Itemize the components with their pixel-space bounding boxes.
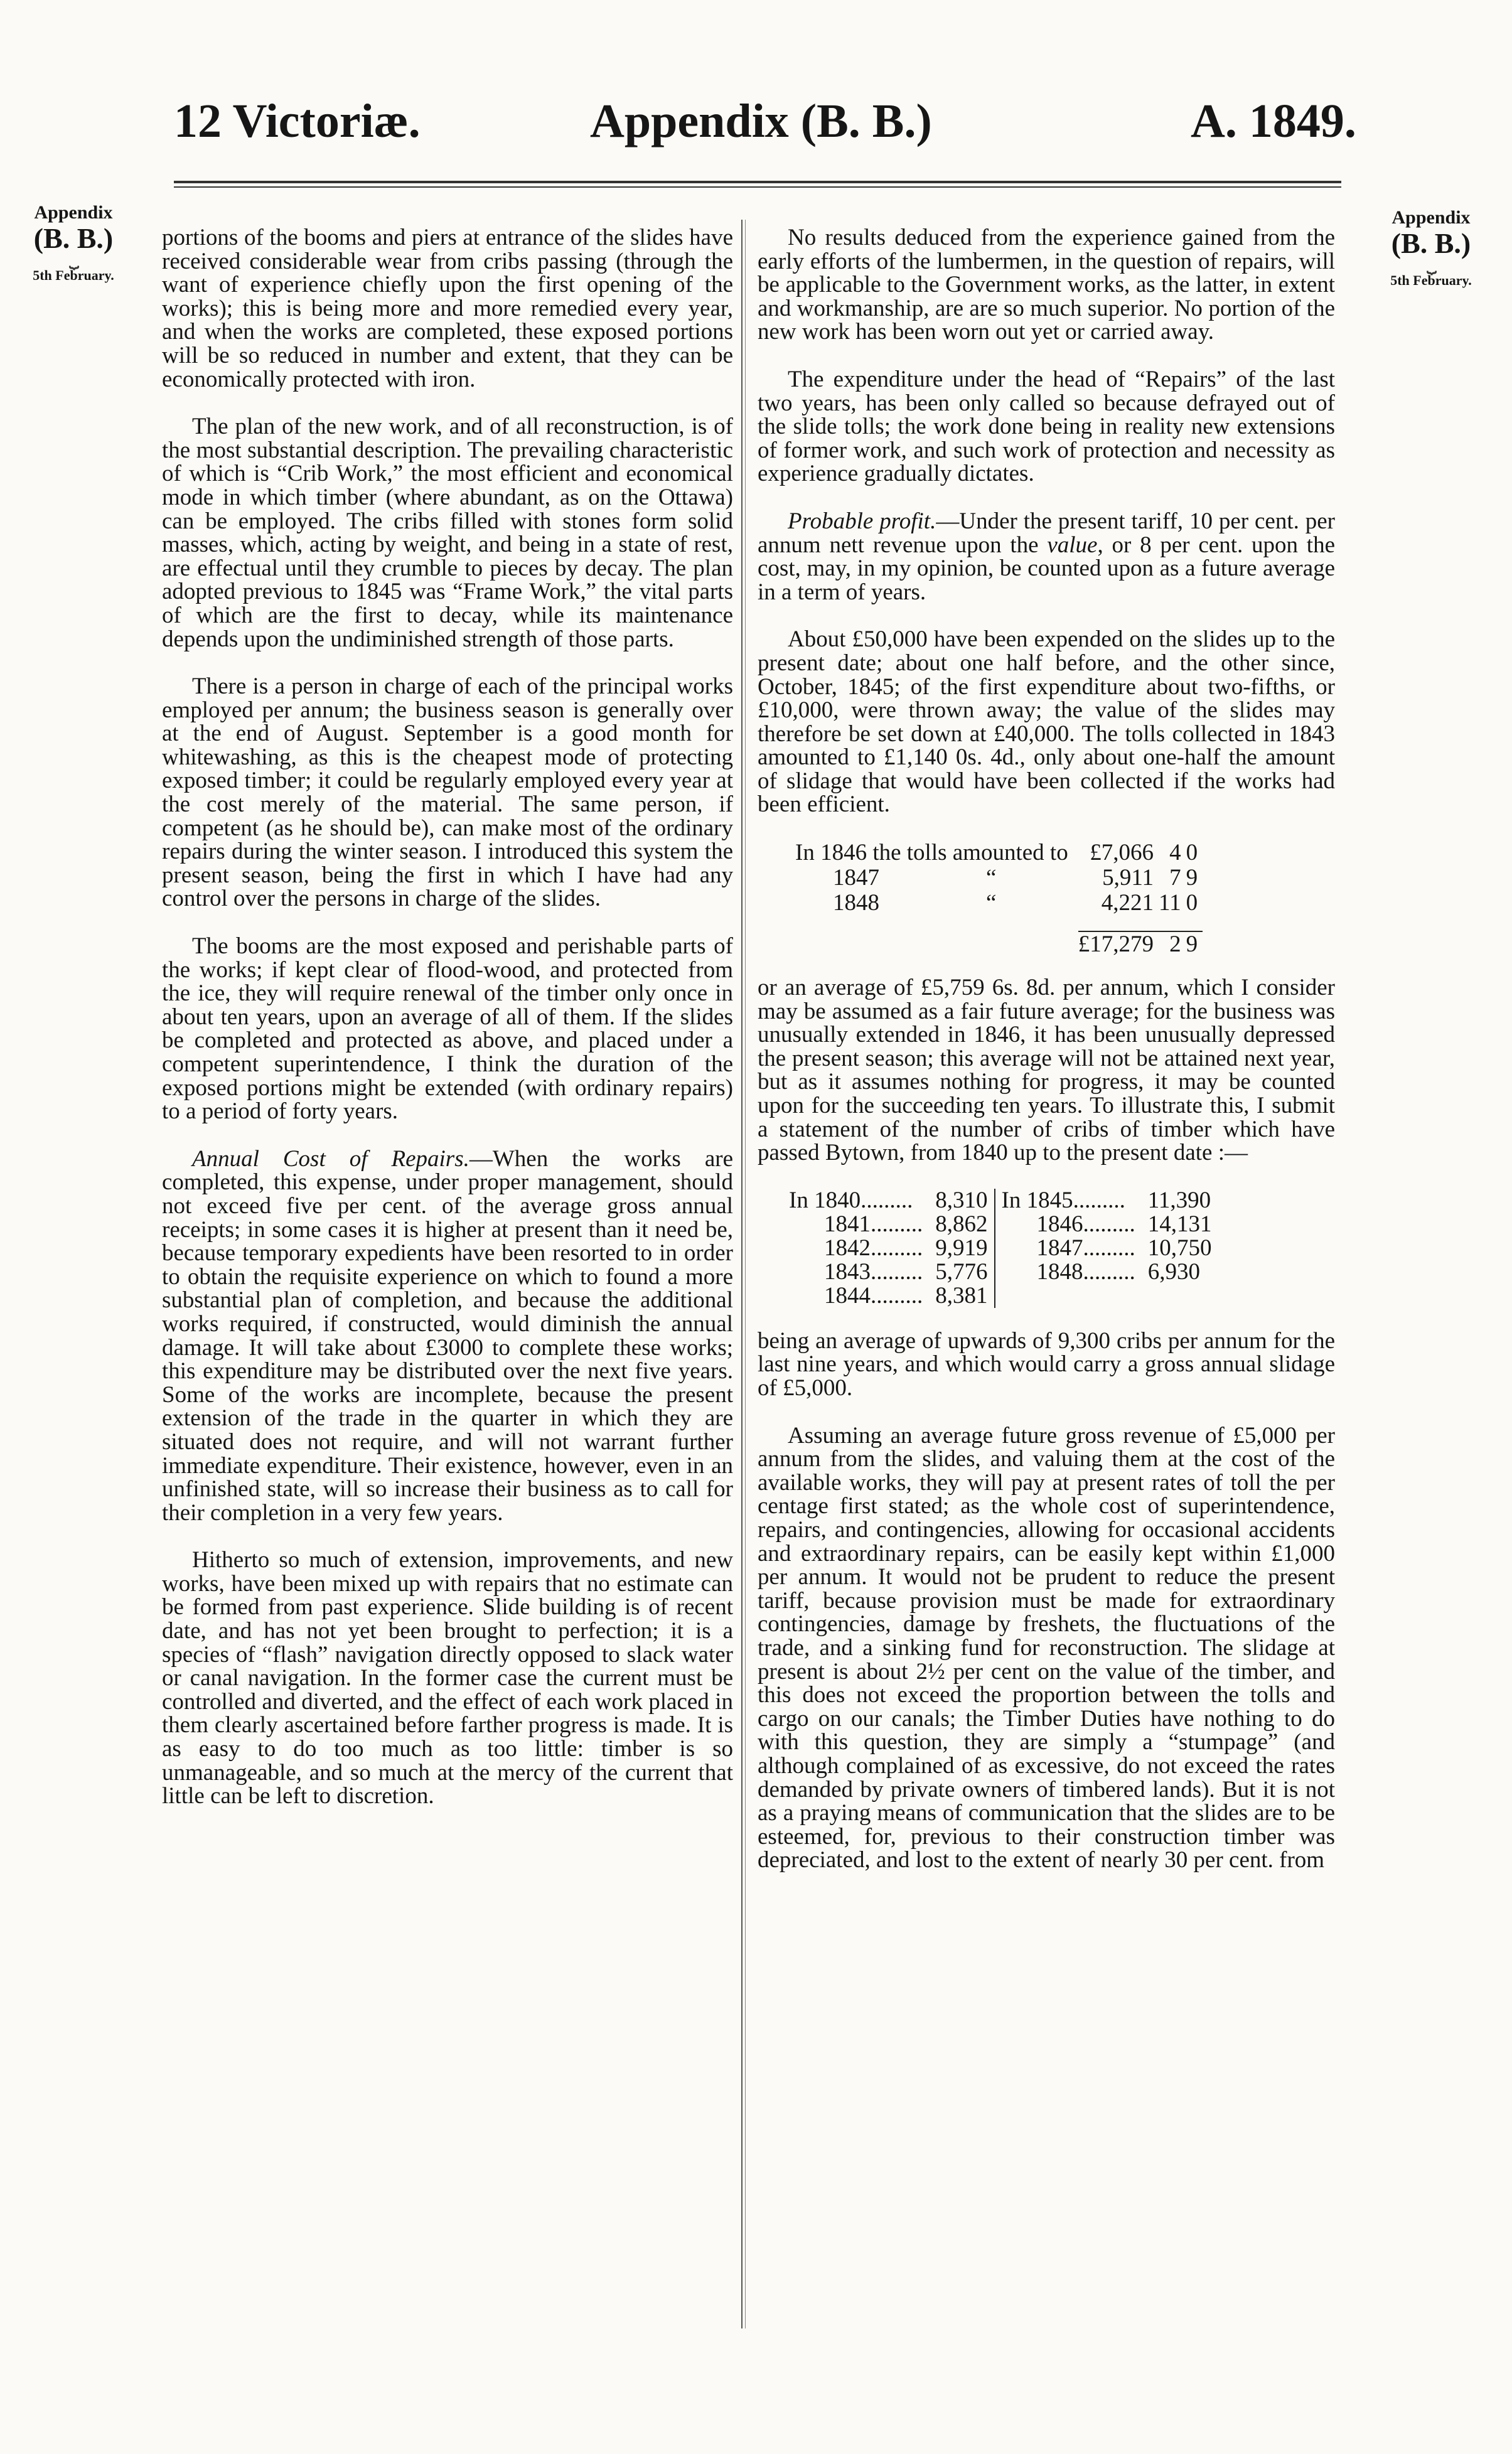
tolls-year: 1848 bbox=[833, 890, 879, 916]
side-heading: Probable profit. bbox=[788, 508, 936, 534]
paragraph: portions of the booms and piers at entrance of the slides have received considerable wear from cribs passing (through the want of experience chiefly upon the first opening of the works); this is being more and more remedied every year, and when the works are completed, these exposed portions will be so reduced in number and extent, that they can be economically protected with iron. bbox=[162, 225, 733, 392]
table-row bbox=[783, 1284, 1218, 1308]
tolls-total-pence: 9 bbox=[1186, 931, 1203, 957]
tolls-pence: 9 bbox=[1186, 865, 1198, 891]
brace-glyph: ⏟ bbox=[69, 250, 78, 269]
table-row bbox=[795, 840, 1203, 865]
emphasis: value bbox=[1047, 532, 1098, 558]
table-row bbox=[783, 1260, 1218, 1284]
paragraph-probable-profit bbox=[758, 510, 1335, 604]
paragraph: The booms are the most exposed and perishable parts of the works; if kept clear of flood-wood, and protected from the ice, they will require renewal of the timber only once in about ten years, upon an average of all of them. If the slides be completed and protected as above, and placed under a competent superintendence, I think the duration of the exposed portions might be extended (with ordinary repairs) to a period of forty years. bbox=[162, 933, 733, 1125]
tolls-pounds: 5,911 bbox=[1102, 865, 1154, 891]
table-row bbox=[795, 891, 1203, 916]
cribs-count: 8,310 bbox=[929, 1189, 994, 1213]
column-divider-inner bbox=[745, 220, 746, 2328]
tolls-shillings: 11 bbox=[1158, 890, 1181, 916]
table-row bbox=[795, 865, 1203, 891]
margin-date: 5th February. bbox=[1390, 272, 1472, 289]
cribs-empty bbox=[1142, 1284, 1218, 1308]
cribs-year: 1843......... bbox=[824, 1258, 923, 1285]
margin-note-left bbox=[8, 202, 139, 283]
cribs-count: 10,750 bbox=[1147, 1235, 1212, 1261]
cribs-year: 1847......... bbox=[1036, 1235, 1135, 1261]
paragraph: Hitherto so much of extension, improvements, and new works, have been mixed up with repairs that no estimate can be formed from past experience. Slide building is of recent date, and has not yet been brought to perfection; it is a species of “flash” navigation directly opposed to slack water or canal navigation. In the former case the current must be controlled and diverted, and the effect of each work placed in them clearly ascertained before farther progress is made. It is as easy to do too much as too little: timber is so unmanageable, and so much at the mercy of the current that little can be left to discretion. bbox=[162, 1547, 733, 1809]
tolls-ditto bbox=[1073, 840, 1078, 865]
tolls-label bbox=[795, 865, 1073, 891]
paragraph: The expenditure under the head of “Repairs” of the last two years, has been only called so because defrayed out of the slide tolls; the work done being in reality new extensions of former work, and such work of protection and necessity as experience gradually dictates. bbox=[758, 366, 1335, 487]
margin-date: 5th February. bbox=[33, 267, 114, 284]
cribs-count: 14,131 bbox=[1147, 1211, 1212, 1237]
table-row bbox=[783, 1236, 1218, 1260]
paragraph-text: —When the works are completed, this expense, under proper management, should not exceed five per cent. of the average gross annual receipts; in some cases it is higher at present than it need be, because temporary expedients have been resorted to in order to obtain the requisite experience on which to found a more substantial plan of completion, and because the additional works required, if constructed, would diminish the annual damage. It will take about £3000 to complete these works; this expenditure may be distributed over the next five years. Some of the works are incomplete, because the present extension of the trade in the quarter in which they are situated does not require, and will not warrant further immediate expenditure. Their existence, however, even in an unfinished state, will so increase their business as to call for their completion in a very few years. bbox=[162, 1145, 733, 1526]
tolls-spacer bbox=[1073, 931, 1078, 957]
tolls-shillings: 4 bbox=[1169, 840, 1181, 866]
paragraph: The plan of the new work, and of all reconstruction, is of the most substantial description. The prevailing characteristic of which is “Crib Work,” the most efficient and economical mode in which timber (where abundant, as on the Ottawa) can be employed. The cribs filled with stones form solid masses, which, acting by weight, and being in a state of rest, are effectual until they crumble to pieces by decay. The plan adopted previous to 1845 was “Frame Work,” the vital parts of which are the first to decay, while its maintenance depends upon the undiminished strength of those parts. bbox=[162, 414, 733, 652]
cribs-count: 8,862 bbox=[929, 1213, 994, 1236]
paragraph: being an average of upwards of 9,300 cribs per annum for the last nine years, and which would carry a gross annual slidage of £5,000. bbox=[758, 1327, 1335, 1401]
cribs-count: 11,390 bbox=[1147, 1187, 1211, 1213]
running-header-right: A. 1849. bbox=[1191, 95, 1356, 147]
right-column bbox=[758, 226, 1335, 1896]
cribs-count: 8,381 bbox=[929, 1284, 994, 1308]
table-row bbox=[783, 1213, 1218, 1236]
tolls-spacer bbox=[1073, 865, 1078, 891]
tolls-total-pounds: £17,279 bbox=[1078, 931, 1159, 957]
paragraph: Assuming an average future gross revenue of £5,000 per annum from the slides, and valuing them at the cost of the available works, they will pay at present rates of toll the per centage first stated; as the whole cost of superintendence, repairs, and contingencies, allowing for occasional accidents and extraordinary repairs, can be easily kept within £1,000 per annum. It would not be prudent to reduce the present tariff, because provision must be made for extraordinary contingencies, damage by freshets, the fluctuations of the trade, and a sinking fund for reconstruction. The slidage at present is about 2½ per cent on the value of the timber, and this does not exceed the proportion between the tolls and cargo on our canals; the Timber Duties have nothing to do with this question, they are simply a “stumpage” (and although complained of as excessive, do not exceed the rates demanded by private owners of timbered lands). But it is not as a praying means of communication that the slides are to be esteemed, for, previous to their construction timber was depreciated, and lost to the extent of nearly 30 per cent. from bbox=[758, 1422, 1335, 1873]
tolls-label: In 1846 the tolls amounted to bbox=[795, 840, 1068, 866]
header-rule-bottom bbox=[174, 186, 1341, 188]
margin-label: Appendix bbox=[34, 202, 113, 223]
paragraph: About £50,000 have been expended on the slides up to the present date; about one half before, and the other since, October, 1845; of the first expenditure about two-fifths, or £10,000, were thrown away; the value of the slides may therefore be set down at £40,000. The tolls collected in 1843 amounted to £1,140 0s. 4d., only about one-half the amount of slidage that would have been collected if the works had been efficient. bbox=[758, 626, 1335, 818]
tolls-label bbox=[795, 891, 1073, 916]
paragraph: No results deduced from the experience gained from the early efforts of the lumbermen, in the question of repairs, will be applicable to the Government works, as the latter, in extent and workmanship, are are so much superior. No portion of the new work has been worn out yet or carried away. bbox=[758, 225, 1335, 345]
margin-code: (B. B.) bbox=[33, 222, 114, 254]
tolls-shillings: 7 bbox=[1169, 865, 1181, 891]
side-heading: Annual Cost of Repairs. bbox=[192, 1145, 469, 1172]
tolls-total-shillings: 2 bbox=[1159, 931, 1186, 957]
tolls-table bbox=[795, 840, 1203, 957]
tolls-pence: 0 bbox=[1186, 840, 1198, 866]
tolls-ditto: “ bbox=[986, 865, 997, 891]
tolls-pence: 0 bbox=[1186, 890, 1198, 916]
left-column bbox=[162, 226, 733, 1832]
cribs-count: 9,919 bbox=[929, 1236, 994, 1260]
cribs-year: 1841......... bbox=[824, 1211, 923, 1237]
cribs-count: 5,776 bbox=[929, 1260, 994, 1284]
cribs-empty bbox=[995, 1284, 1142, 1308]
paragraph: There is a person in charge of each of the principal works employed per annum; the business season is generally over at the end of August. September is a good month for whitewashing, as this is the cheapest mode of protecting exposed timber; it could be regularly employed every year at the cost merely of the material. The same person, if competent (as he should be), can make most of the ordinary repairs during the winter season. I introduced this system the present season, being the first in which I have had any control over the persons in charge of the slides. bbox=[162, 673, 733, 912]
cribs-year: 1844......... bbox=[824, 1282, 923, 1309]
margin-code: (B. B.) bbox=[1391, 227, 1471, 259]
tolls-pounds: 4,221 bbox=[1101, 890, 1154, 916]
tolls-pounds: £7,066 bbox=[1090, 840, 1154, 866]
cribs-year: In 1840......... bbox=[789, 1187, 913, 1213]
cribs-table bbox=[783, 1189, 1218, 1308]
tolls-spacer bbox=[1073, 891, 1078, 916]
cribs-year: 1846......... bbox=[1036, 1211, 1135, 1237]
cribs-year: 1848......... bbox=[1036, 1258, 1135, 1285]
running-header-center: Appendix (B. B.) bbox=[590, 95, 932, 147]
column-divider bbox=[741, 220, 743, 2328]
margin-note-right bbox=[1356, 207, 1506, 288]
paragraph-annual-cost bbox=[162, 1147, 733, 1525]
running-header-left: 12 Victoriæ. bbox=[174, 95, 421, 147]
brace-glyph: ⏟ bbox=[1427, 255, 1435, 274]
cribs-year: 1842......... bbox=[824, 1235, 923, 1261]
cribs-year: In 1845......... bbox=[1001, 1187, 1125, 1213]
tolls-ditto: “ bbox=[986, 890, 997, 916]
table-row bbox=[783, 1189, 1218, 1213]
margin-label: Appendix bbox=[1391, 207, 1471, 228]
paragraph-text: —Under the present tariff, 10 per cent. per annum nett revenue upon the bbox=[758, 508, 1335, 558]
tolls-year: 1847 bbox=[833, 865, 879, 891]
header-rule-top bbox=[174, 181, 1341, 183]
tolls-total-row bbox=[795, 931, 1203, 957]
cribs-count: 6,930 bbox=[1147, 1258, 1200, 1285]
tolls-spacer bbox=[795, 931, 1073, 957]
paragraph: or an average of £5,759 6s. 8d. per annum, which I consider may be assumed as a fair future average; for the business was unusually extended in 1846, it has been unusually depressed the present season; this average will not be attained next year, but as it assumes nothing for progress, it may be counted upon for the succeeding ten years. To illustrate this, I submit a statement of the number of cribs of timber which have passed Bytown, from 1840 up to the present date :— bbox=[758, 975, 1335, 1166]
paragraph-text: , or 8 per cent. upon the cost, may, in my opinion, be counted upon as a future average in a term of years. bbox=[758, 532, 1335, 605]
